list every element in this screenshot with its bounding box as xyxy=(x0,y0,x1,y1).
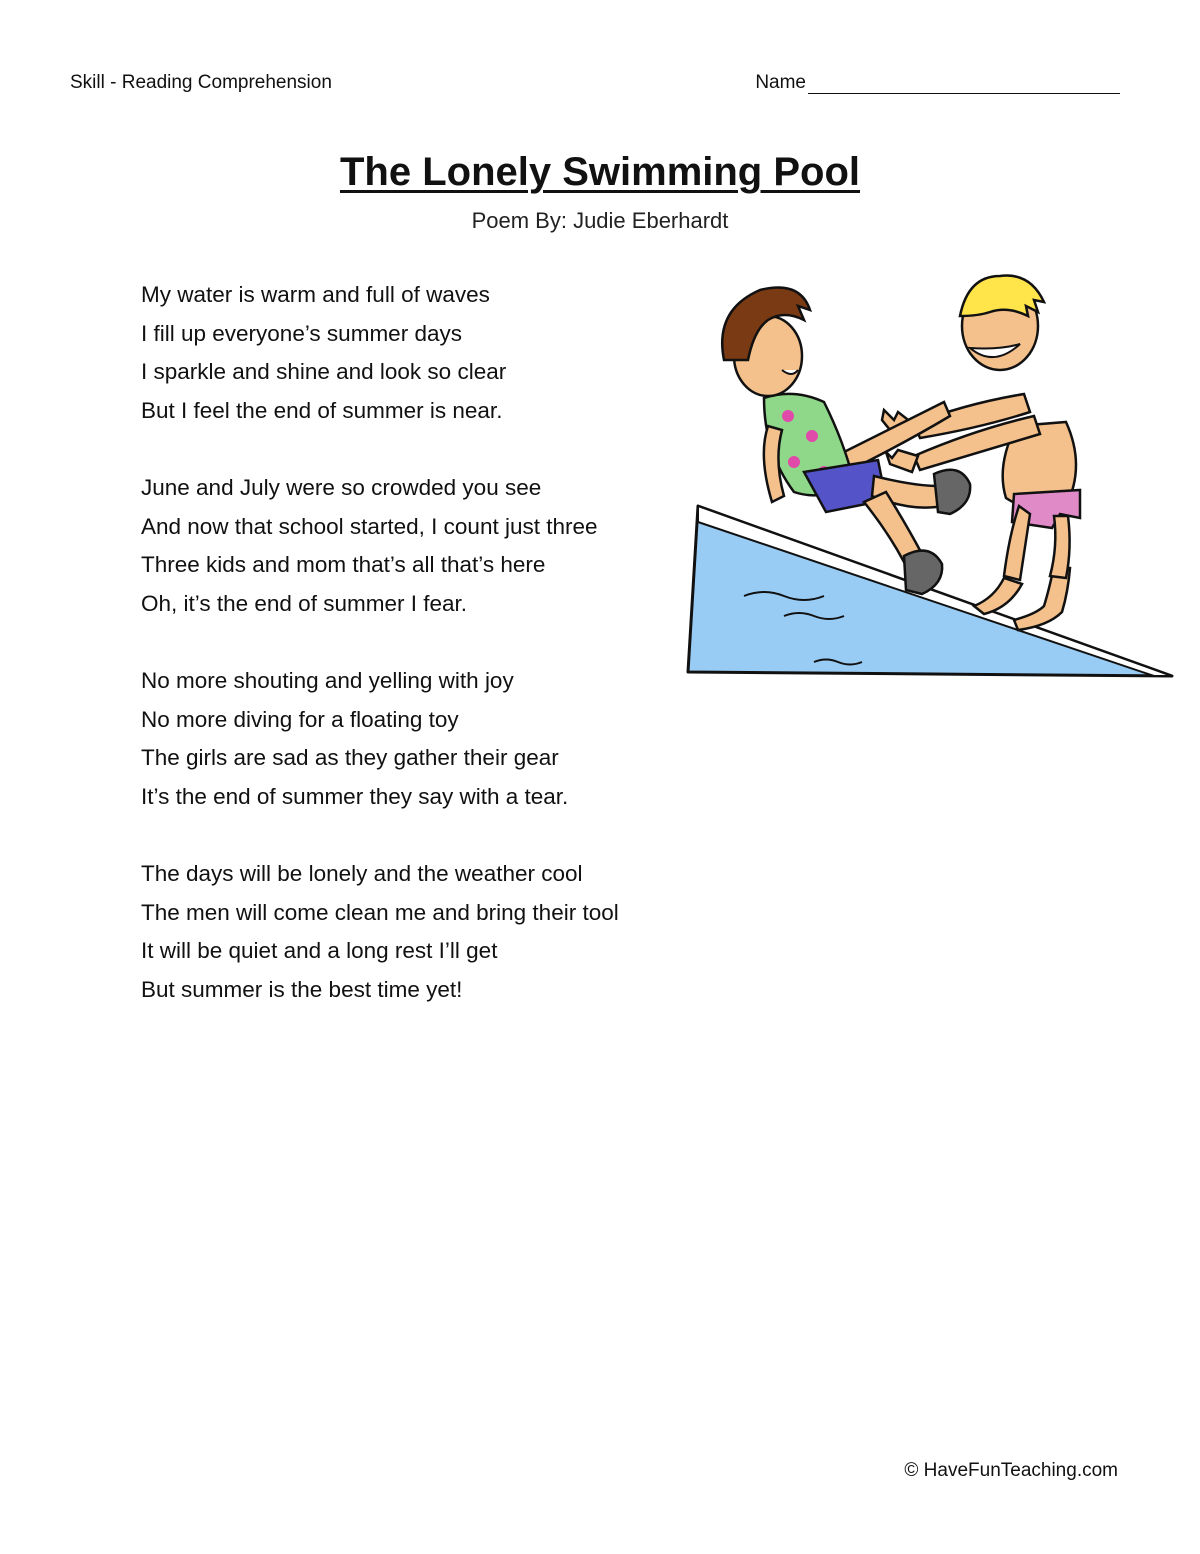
poem-line: No more shouting and yelling with joy xyxy=(141,667,514,693)
poem-line: I sparkle and shine and look so clear xyxy=(141,359,507,385)
name-blank-line[interactable] xyxy=(808,73,1120,94)
poem-line: Oh, it’s the end of summer I fear. xyxy=(141,590,467,616)
stanza-4 xyxy=(141,855,701,1009)
poem-line: But summer is the best time yet! xyxy=(141,976,463,1002)
poem-line: It’s the end of summer they say with a tear. xyxy=(141,783,569,809)
name-field[interactable] xyxy=(755,72,1120,94)
boys-pushing-into-pool-illustration xyxy=(684,266,1180,686)
poem-line: My water is warm and full of waves xyxy=(141,282,490,307)
page-header xyxy=(70,72,1120,100)
poem-line: The men will come clean me and bring their tool xyxy=(141,899,619,925)
poem-line: It will be quiet and a long rest I’ll get xyxy=(141,938,498,964)
author-byline: Poem By: Judie Eberhardt xyxy=(471,208,729,233)
poem-line: June and July were so crowded you see xyxy=(141,474,542,500)
poem-line: And now that school started, I count just three xyxy=(141,513,598,539)
poem-line: The girls are sad as they gather their gear xyxy=(141,745,559,771)
name-label: Name xyxy=(755,72,806,93)
poem xyxy=(141,276,701,1048)
poem-line: Three kids and mom that’s all that’s here xyxy=(141,552,546,578)
poem-line: I fill up everyone’s summer days xyxy=(141,320,462,346)
copyright-footer: © HaveFunTeaching.com xyxy=(904,1460,1118,1481)
stanza-2 xyxy=(141,469,701,623)
poem-line: The days will be lonely and the weather cool xyxy=(141,860,583,886)
page-title: The Lonely Swimming Pool xyxy=(339,150,861,194)
poem-line: No more diving for a floating toy xyxy=(141,706,459,732)
poem-line: But I feel the end of summer is near. xyxy=(141,397,503,423)
skill-label: Skill - Reading Comprehension xyxy=(70,72,332,93)
stanza-1 xyxy=(141,276,701,430)
stanza-3 xyxy=(141,662,701,816)
